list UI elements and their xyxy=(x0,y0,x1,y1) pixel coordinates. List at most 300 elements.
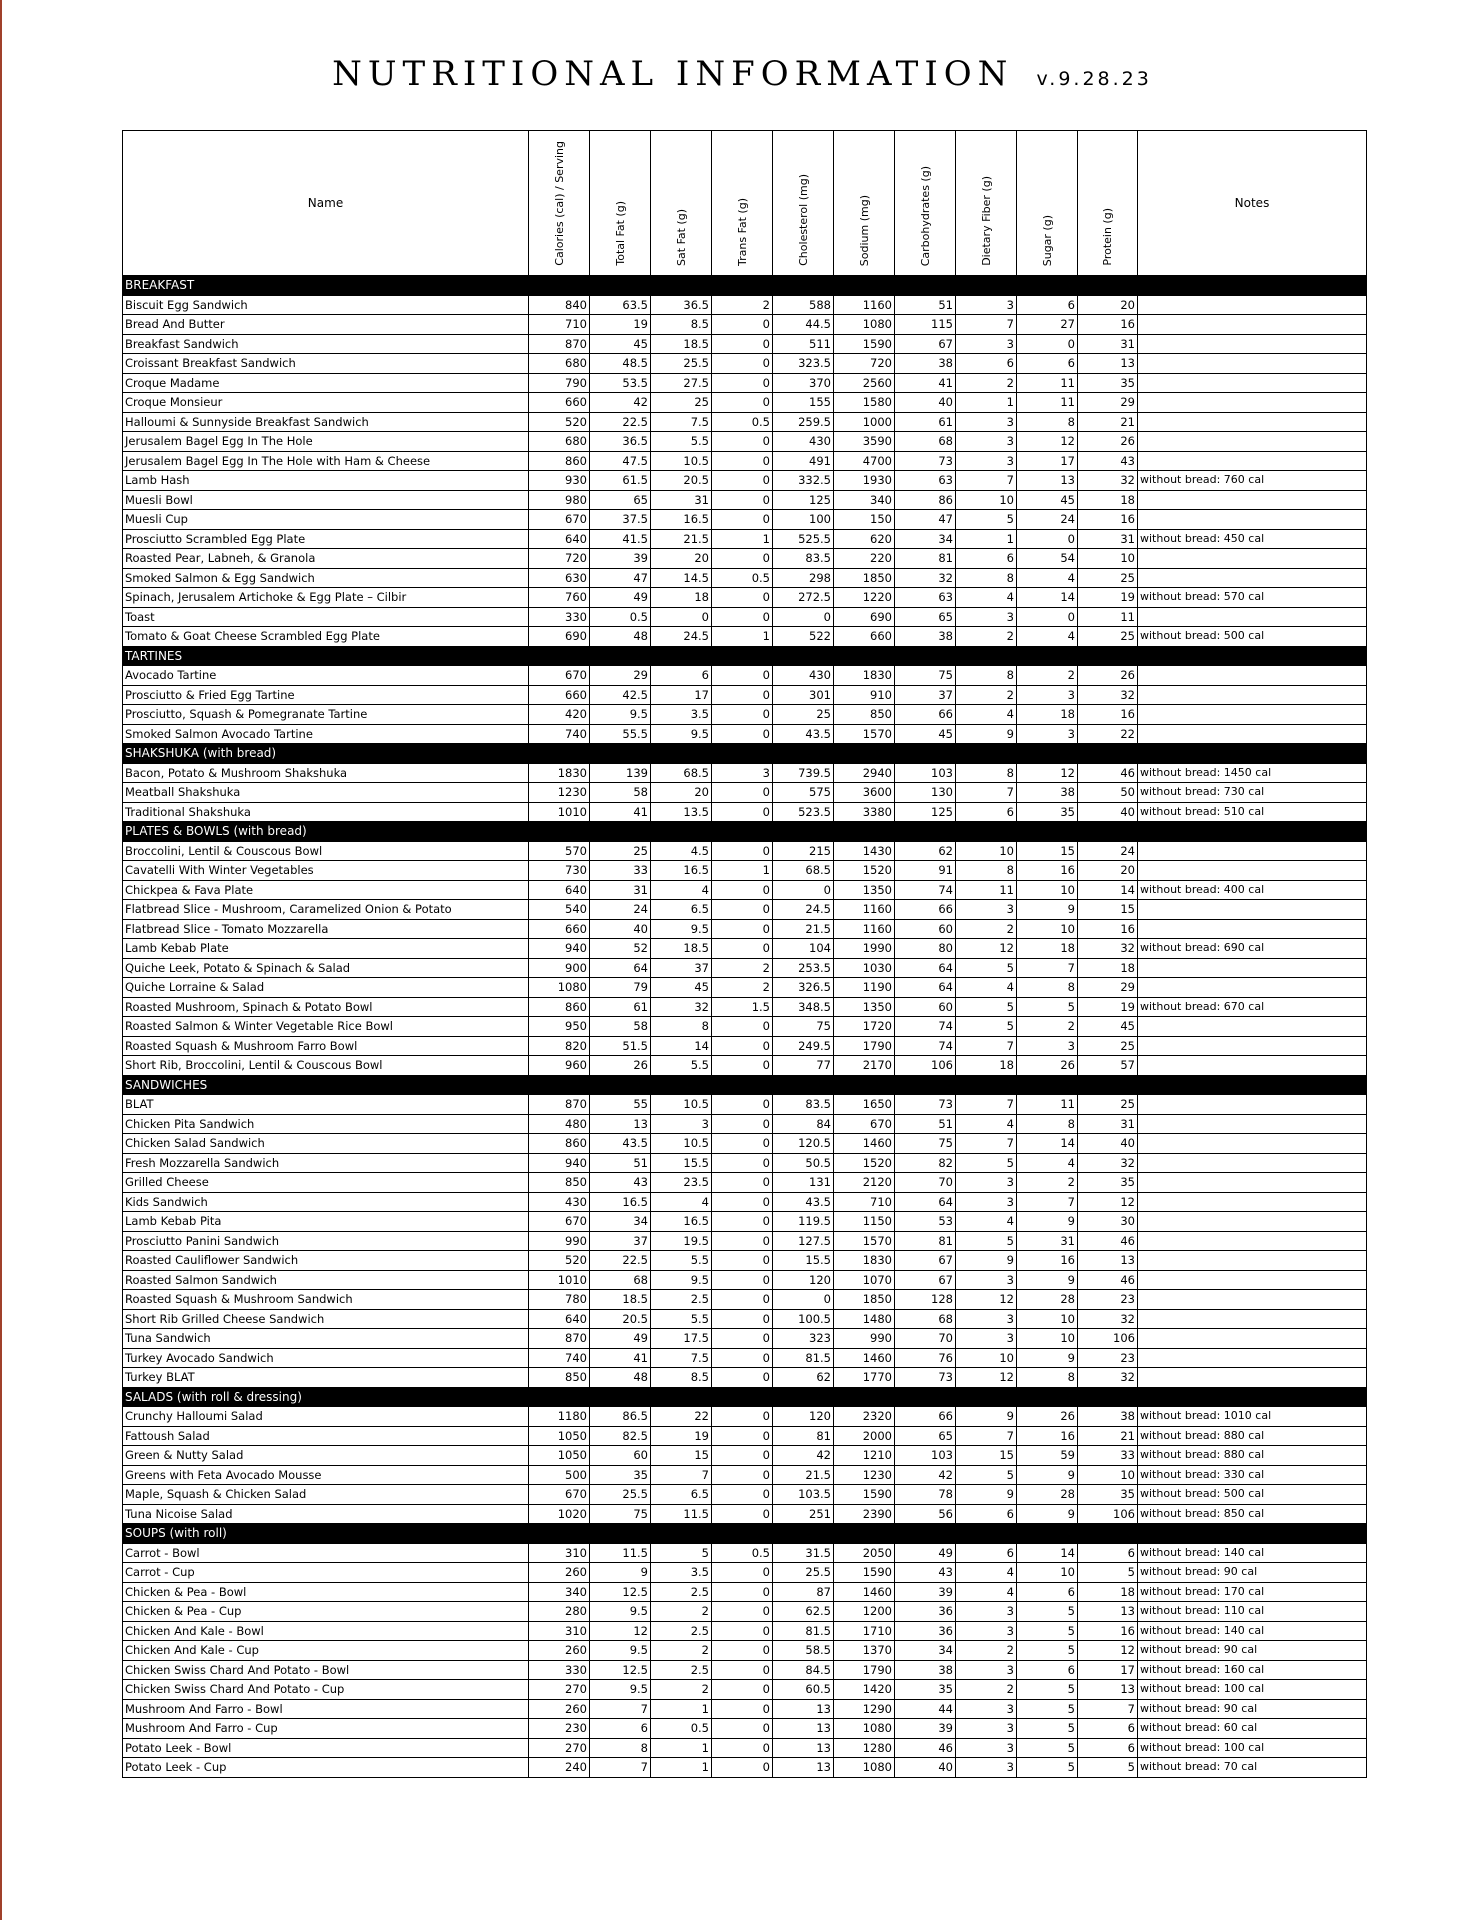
value-cell: 523.5 xyxy=(773,802,834,822)
item-name-cell: Maple, Squash & Chicken Salad xyxy=(123,1485,529,1505)
value-cell: 0 xyxy=(1017,334,1078,354)
value-cell: 5 xyxy=(956,1153,1017,1173)
value-cell: 100.5 xyxy=(773,1309,834,1329)
value-cell: 79 xyxy=(590,978,651,998)
value-cell: 1930 xyxy=(834,471,895,491)
value-cell: 5.5 xyxy=(651,432,712,452)
value-cell: 36.5 xyxy=(651,295,712,315)
value-cell: 24.5 xyxy=(773,900,834,920)
value-cell: 1850 xyxy=(834,1290,895,1310)
value-cell: 7.5 xyxy=(651,1348,712,1368)
table-row xyxy=(123,588,1367,608)
value-cell: 36 xyxy=(895,1602,956,1622)
value-cell: 3 xyxy=(712,763,773,783)
section-header-row xyxy=(123,744,1367,764)
table-row xyxy=(123,900,1367,920)
item-name-cell: Carrot - Cup xyxy=(123,1563,529,1583)
section-title: SHAKSHUKA (with bread) xyxy=(123,744,1367,764)
item-name-cell: Greens with Feta Avocado Mousse xyxy=(123,1465,529,1485)
value-cell: 1350 xyxy=(834,997,895,1017)
value-cell: 10 xyxy=(1017,1563,1078,1583)
value-cell: 8 xyxy=(956,861,1017,881)
value-cell: 66 xyxy=(895,1407,956,1427)
value-cell: 58 xyxy=(590,783,651,803)
item-name-cell: Crunchy Halloumi Salad xyxy=(123,1407,529,1427)
value-cell: 870 xyxy=(529,1095,590,1115)
value-cell: 139 xyxy=(590,763,651,783)
notes-cell: without bread: 400 cal xyxy=(1138,880,1367,900)
table-row xyxy=(123,1504,1367,1524)
value-cell: 31 xyxy=(1078,1114,1138,1134)
notes-cell xyxy=(1138,373,1367,393)
value-cell: 62.5 xyxy=(773,1602,834,1622)
value-cell: 53.5 xyxy=(590,373,651,393)
value-cell: 6 xyxy=(651,666,712,686)
notes-cell xyxy=(1138,490,1367,510)
value-cell: 1020 xyxy=(529,1504,590,1524)
value-cell: 155 xyxy=(773,393,834,413)
value-cell: 42 xyxy=(590,393,651,413)
value-cell: 13 xyxy=(773,1719,834,1739)
value-cell: 0 xyxy=(712,802,773,822)
value-cell: 31 xyxy=(651,490,712,510)
item-name-cell: Roasted Pear, Labneh, & Granola xyxy=(123,549,529,569)
value-cell: 42.5 xyxy=(590,685,651,705)
notes-cell xyxy=(1138,1134,1367,1154)
value-cell: 1.5 xyxy=(712,997,773,1017)
value-cell: 0 xyxy=(712,1563,773,1583)
value-cell: 16 xyxy=(1078,705,1138,725)
value-cell: 36 xyxy=(895,1621,956,1641)
value-cell: 28 xyxy=(1017,1485,1078,1505)
table-row xyxy=(123,1465,1367,1485)
value-cell: 9.5 xyxy=(651,724,712,744)
value-cell: 4 xyxy=(956,1563,1017,1583)
value-cell: 49 xyxy=(895,1543,956,1563)
value-cell: 980 xyxy=(529,490,590,510)
value-cell: 3 xyxy=(956,412,1017,432)
value-cell: 32 xyxy=(1078,685,1138,705)
notes-cell: without bread: 170 cal xyxy=(1138,1582,1367,1602)
value-cell: 18.5 xyxy=(590,1290,651,1310)
value-cell: 16 xyxy=(1078,1621,1138,1641)
value-cell: 81 xyxy=(773,1426,834,1446)
value-cell: 7 xyxy=(956,1134,1017,1154)
value-cell: 11 xyxy=(1078,607,1138,627)
table-row xyxy=(123,997,1367,1017)
notes-cell: without bread: 100 cal xyxy=(1138,1680,1367,1700)
value-cell: 28 xyxy=(1017,1290,1078,1310)
value-cell: 68 xyxy=(895,432,956,452)
value-cell: 58 xyxy=(590,1017,651,1037)
value-cell: 103 xyxy=(895,1446,956,1466)
value-cell: 14 xyxy=(1017,1543,1078,1563)
value-cell: 55 xyxy=(590,1095,651,1115)
value-cell: 41 xyxy=(895,373,956,393)
value-cell: 45 xyxy=(590,334,651,354)
value-cell: 103 xyxy=(895,763,956,783)
value-cell: 12 xyxy=(590,1621,651,1641)
value-cell: 298 xyxy=(773,568,834,588)
value-cell: 525.5 xyxy=(773,529,834,549)
value-cell: 260 xyxy=(529,1641,590,1661)
value-cell: 8 xyxy=(1017,978,1078,998)
value-cell: 56 xyxy=(895,1504,956,1524)
value-cell: 1 xyxy=(712,627,773,647)
value-cell: 51 xyxy=(895,1114,956,1134)
value-cell: 73 xyxy=(895,1095,956,1115)
value-cell: 3 xyxy=(956,1660,1017,1680)
value-cell: 0 xyxy=(712,1251,773,1271)
notes-cell xyxy=(1138,1212,1367,1232)
value-cell: 46 xyxy=(1078,1231,1138,1251)
value-cell: 3 xyxy=(956,295,1017,315)
value-cell: 0 xyxy=(712,880,773,900)
value-cell: 1480 xyxy=(834,1309,895,1329)
value-cell: 5 xyxy=(1017,1680,1078,1700)
notes-cell: without bread: 160 cal xyxy=(1138,1660,1367,1680)
value-cell: 81 xyxy=(895,1231,956,1251)
value-cell: 20.5 xyxy=(651,471,712,491)
value-cell: 0 xyxy=(712,1114,773,1134)
value-cell: 3 xyxy=(956,1270,1017,1290)
value-cell: 1790 xyxy=(834,1660,895,1680)
value-cell: 660 xyxy=(529,919,590,939)
value-cell: 870 xyxy=(529,334,590,354)
value-cell: 3.5 xyxy=(651,1563,712,1583)
value-cell: 280 xyxy=(529,1602,590,1622)
value-cell: 640 xyxy=(529,529,590,549)
value-cell: 37 xyxy=(651,958,712,978)
value-cell: 8 xyxy=(1017,1368,1078,1388)
value-cell: 5 xyxy=(1017,1621,1078,1641)
value-cell: 1210 xyxy=(834,1446,895,1466)
notes-cell: without bread: 70 cal xyxy=(1138,1758,1367,1778)
value-cell: 3 xyxy=(1017,724,1078,744)
table-row xyxy=(123,1173,1367,1193)
value-cell: 41 xyxy=(590,802,651,822)
value-cell: 34 xyxy=(590,1212,651,1232)
value-cell: 31.5 xyxy=(773,1543,834,1563)
value-cell: 370 xyxy=(773,373,834,393)
value-cell: 50.5 xyxy=(773,1153,834,1173)
value-cell: 2.5 xyxy=(651,1582,712,1602)
value-cell: 2170 xyxy=(834,1056,895,1076)
value-cell: 11 xyxy=(1017,1095,1078,1115)
value-cell: 37.5 xyxy=(590,510,651,530)
value-cell: 91 xyxy=(895,861,956,881)
item-name-cell: Grilled Cheese xyxy=(123,1173,529,1193)
value-cell: 83.5 xyxy=(773,1095,834,1115)
notes-cell xyxy=(1138,958,1367,978)
value-cell: 35 xyxy=(1017,802,1078,822)
table-row xyxy=(123,802,1367,822)
notes-cell: without bread: 330 cal xyxy=(1138,1465,1367,1485)
value-cell: 8 xyxy=(651,1017,712,1037)
value-cell: 680 xyxy=(529,354,590,374)
value-cell: 2 xyxy=(956,1641,1017,1661)
value-cell: 84 xyxy=(773,1114,834,1134)
value-cell: 24 xyxy=(1017,510,1078,530)
value-cell: 9 xyxy=(1017,1504,1078,1524)
value-cell: 4 xyxy=(1017,627,1078,647)
value-cell: 106 xyxy=(1078,1329,1138,1349)
value-cell: 39 xyxy=(895,1582,956,1602)
value-cell: 1200 xyxy=(834,1602,895,1622)
notes-cell xyxy=(1138,393,1367,413)
section-header-row xyxy=(123,1524,1367,1544)
table-row xyxy=(123,1426,1367,1446)
value-cell: 29 xyxy=(1078,978,1138,998)
value-cell: 7 xyxy=(956,315,1017,335)
section-header-row xyxy=(123,822,1367,842)
value-cell: 0 xyxy=(651,607,712,627)
table-row xyxy=(123,334,1367,354)
value-cell: 0 xyxy=(712,1680,773,1700)
value-cell: 127.5 xyxy=(773,1231,834,1251)
value-cell: 1290 xyxy=(834,1699,895,1719)
notes-cell xyxy=(1138,334,1367,354)
value-cell: 260 xyxy=(529,1563,590,1583)
value-cell: 10.5 xyxy=(651,451,712,471)
table-row xyxy=(123,666,1367,686)
item-name-cell: Prosciutto Panini Sandwich xyxy=(123,1231,529,1251)
value-cell: 9.5 xyxy=(590,1680,651,1700)
value-cell: 0 xyxy=(712,549,773,569)
col-header-name: Name xyxy=(123,131,529,276)
value-cell: 37 xyxy=(895,685,956,705)
table-row xyxy=(123,393,1367,413)
value-cell: 22.5 xyxy=(590,412,651,432)
value-cell: 0.5 xyxy=(712,568,773,588)
value-cell: 13 xyxy=(1078,1602,1138,1622)
table-row xyxy=(123,1329,1367,1349)
value-cell: 3 xyxy=(1017,1036,1078,1056)
item-name-cell: Breakfast Sandwich xyxy=(123,334,529,354)
value-cell: 6 xyxy=(1078,1738,1138,1758)
value-cell: 7 xyxy=(956,1426,1017,1446)
value-cell: 2000 xyxy=(834,1426,895,1446)
value-cell: 73 xyxy=(895,451,956,471)
value-cell: 522 xyxy=(773,627,834,647)
table-row xyxy=(123,1134,1367,1154)
notes-cell: without bread: 850 cal xyxy=(1138,1504,1367,1524)
item-name-cell: Chicken And Kale - Cup xyxy=(123,1641,529,1661)
value-cell: 26 xyxy=(1017,1056,1078,1076)
value-cell: 0 xyxy=(712,1407,773,1427)
value-cell: 21 xyxy=(1078,1426,1138,1446)
value-cell: 51.5 xyxy=(590,1036,651,1056)
value-cell: 6.5 xyxy=(651,900,712,920)
col-header-cholesterol: Cholesterol (mg) xyxy=(773,131,834,276)
value-cell: 1570 xyxy=(834,724,895,744)
value-cell: 1830 xyxy=(834,666,895,686)
value-cell: 740 xyxy=(529,1348,590,1368)
value-cell: 1050 xyxy=(529,1426,590,1446)
table-row xyxy=(123,919,1367,939)
value-cell: 8 xyxy=(590,1738,651,1758)
notes-cell xyxy=(1138,510,1367,530)
notes-cell: without bread: 880 cal xyxy=(1138,1446,1367,1466)
table-row xyxy=(123,841,1367,861)
value-cell: 500 xyxy=(529,1465,590,1485)
item-name-cell: Croissant Breakfast Sandwich xyxy=(123,354,529,374)
value-cell: 0 xyxy=(712,1621,773,1641)
value-cell: 13 xyxy=(1078,354,1138,374)
value-cell: 7 xyxy=(590,1758,651,1778)
value-cell: 12 xyxy=(1017,763,1078,783)
value-cell: 660 xyxy=(529,685,590,705)
value-cell: 7 xyxy=(1017,958,1078,978)
value-cell: 5 xyxy=(1017,1641,1078,1661)
item-name-cell: Quiche Lorraine & Salad xyxy=(123,978,529,998)
value-cell: 0 xyxy=(712,315,773,335)
value-cell: 680 xyxy=(529,432,590,452)
notes-cell: without bread: 100 cal xyxy=(1138,1738,1367,1758)
value-cell: 43 xyxy=(590,1173,651,1193)
title-text: NUTRITIONAL INFORMATION xyxy=(332,54,1014,94)
value-cell: 0 xyxy=(712,841,773,861)
value-cell: 5 xyxy=(956,1231,1017,1251)
value-cell: 15 xyxy=(1017,841,1078,861)
table-row xyxy=(123,685,1367,705)
value-cell: 2 xyxy=(956,685,1017,705)
value-cell: 480 xyxy=(529,1114,590,1134)
item-name-cell: Potato Leek - Bowl xyxy=(123,1738,529,1758)
value-cell: 106 xyxy=(1078,1504,1138,1524)
value-cell: 1850 xyxy=(834,568,895,588)
value-cell: 17 xyxy=(1078,1660,1138,1680)
value-cell: 25 xyxy=(773,705,834,725)
value-cell: 10.5 xyxy=(651,1095,712,1115)
item-name-cell: Quiche Leek, Potato & Spinach & Salad xyxy=(123,958,529,978)
value-cell: 82 xyxy=(895,1153,956,1173)
value-cell: 29 xyxy=(590,666,651,686)
value-cell: 11.5 xyxy=(590,1543,651,1563)
value-cell: 19.5 xyxy=(651,1231,712,1251)
table-row xyxy=(123,607,1367,627)
value-cell: 25 xyxy=(651,393,712,413)
value-cell: 33 xyxy=(590,861,651,881)
value-cell: 760 xyxy=(529,588,590,608)
value-cell: 0 xyxy=(712,1329,773,1349)
value-cell: 50 xyxy=(1078,783,1138,803)
value-cell: 230 xyxy=(529,1719,590,1739)
value-cell: 25 xyxy=(1078,1036,1138,1056)
notes-cell xyxy=(1138,841,1367,861)
value-cell: 1590 xyxy=(834,1563,895,1583)
value-cell: 103.5 xyxy=(773,1485,834,1505)
notes-cell xyxy=(1138,1348,1367,1368)
value-cell: 31 xyxy=(1078,334,1138,354)
table-row xyxy=(123,1485,1367,1505)
value-cell: 10 xyxy=(956,490,1017,510)
notes-cell: without bread: 140 cal xyxy=(1138,1621,1367,1641)
value-cell: 48 xyxy=(590,627,651,647)
value-cell: 0 xyxy=(712,1465,773,1485)
value-cell: 13 xyxy=(773,1699,834,1719)
item-name-cell: Chicken Swiss Chard And Potato - Cup xyxy=(123,1680,529,1700)
value-cell: 65 xyxy=(895,607,956,627)
value-cell: 53 xyxy=(895,1212,956,1232)
value-cell: 4700 xyxy=(834,451,895,471)
value-cell: 4 xyxy=(651,880,712,900)
value-cell: 348.5 xyxy=(773,997,834,1017)
item-name-cell: Potato Leek - Cup xyxy=(123,1758,529,1778)
value-cell: 11 xyxy=(1017,393,1078,413)
version-text: v.9.28.23 xyxy=(1036,68,1152,90)
value-cell: 9 xyxy=(1017,1465,1078,1485)
item-name-cell: Chicken Pita Sandwich xyxy=(123,1114,529,1134)
value-cell: 330 xyxy=(529,607,590,627)
notes-cell xyxy=(1138,1056,1367,1076)
value-cell: 2 xyxy=(651,1680,712,1700)
value-cell: 64 xyxy=(895,958,956,978)
value-cell: 491 xyxy=(773,451,834,471)
value-cell: 43.5 xyxy=(773,1192,834,1212)
item-name-cell: Lamb Kebab Pita xyxy=(123,1212,529,1232)
value-cell: 0 xyxy=(712,783,773,803)
value-cell: 10.5 xyxy=(651,1134,712,1154)
value-cell: 340 xyxy=(834,490,895,510)
table-row xyxy=(123,471,1367,491)
notes-cell xyxy=(1138,861,1367,881)
value-cell: 75 xyxy=(895,1134,956,1154)
value-cell: 1080 xyxy=(529,978,590,998)
value-cell: 630 xyxy=(529,568,590,588)
value-cell: 42 xyxy=(773,1446,834,1466)
value-cell: 119.5 xyxy=(773,1212,834,1232)
value-cell: 16 xyxy=(1017,1251,1078,1271)
value-cell: 0 xyxy=(712,1036,773,1056)
value-cell: 120.5 xyxy=(773,1134,834,1154)
value-cell: 1 xyxy=(712,861,773,881)
value-cell: 14.5 xyxy=(651,568,712,588)
table-row xyxy=(123,373,1367,393)
value-cell: 2 xyxy=(956,1680,1017,1700)
value-cell: 67 xyxy=(895,1270,956,1290)
value-cell: 13 xyxy=(1078,1251,1138,1271)
value-cell: 49 xyxy=(590,588,651,608)
item-name-cell: Roasted Mushroom, Spinach & Potato Bowl xyxy=(123,997,529,1017)
value-cell: 5 xyxy=(651,1543,712,1563)
table-row xyxy=(123,1543,1367,1563)
value-cell: 3600 xyxy=(834,783,895,803)
value-cell: 24 xyxy=(1078,841,1138,861)
value-cell: 8.5 xyxy=(651,1368,712,1388)
notes-cell: without bread: 760 cal xyxy=(1138,471,1367,491)
table-body xyxy=(123,276,1367,1778)
value-cell: 0 xyxy=(712,1309,773,1329)
value-cell: 2 xyxy=(651,1641,712,1661)
table-row xyxy=(123,1446,1367,1466)
value-cell: 1990 xyxy=(834,939,895,959)
value-cell: 81.5 xyxy=(773,1621,834,1641)
table-row xyxy=(123,1680,1367,1700)
item-name-cell: Short Rib, Broccolini, Lentil & Couscous Bowl xyxy=(123,1056,529,1076)
value-cell: 64 xyxy=(895,1192,956,1212)
value-cell: 25.5 xyxy=(651,354,712,374)
item-name-cell: Bread And Butter xyxy=(123,315,529,335)
value-cell: 540 xyxy=(529,900,590,920)
value-cell: 12.5 xyxy=(590,1660,651,1680)
value-cell: 35 xyxy=(1078,1485,1138,1505)
value-cell: 4 xyxy=(651,1192,712,1212)
notes-cell xyxy=(1138,1251,1367,1271)
value-cell: 125 xyxy=(773,490,834,510)
value-cell: 0 xyxy=(712,354,773,374)
value-cell: 520 xyxy=(529,1251,590,1271)
